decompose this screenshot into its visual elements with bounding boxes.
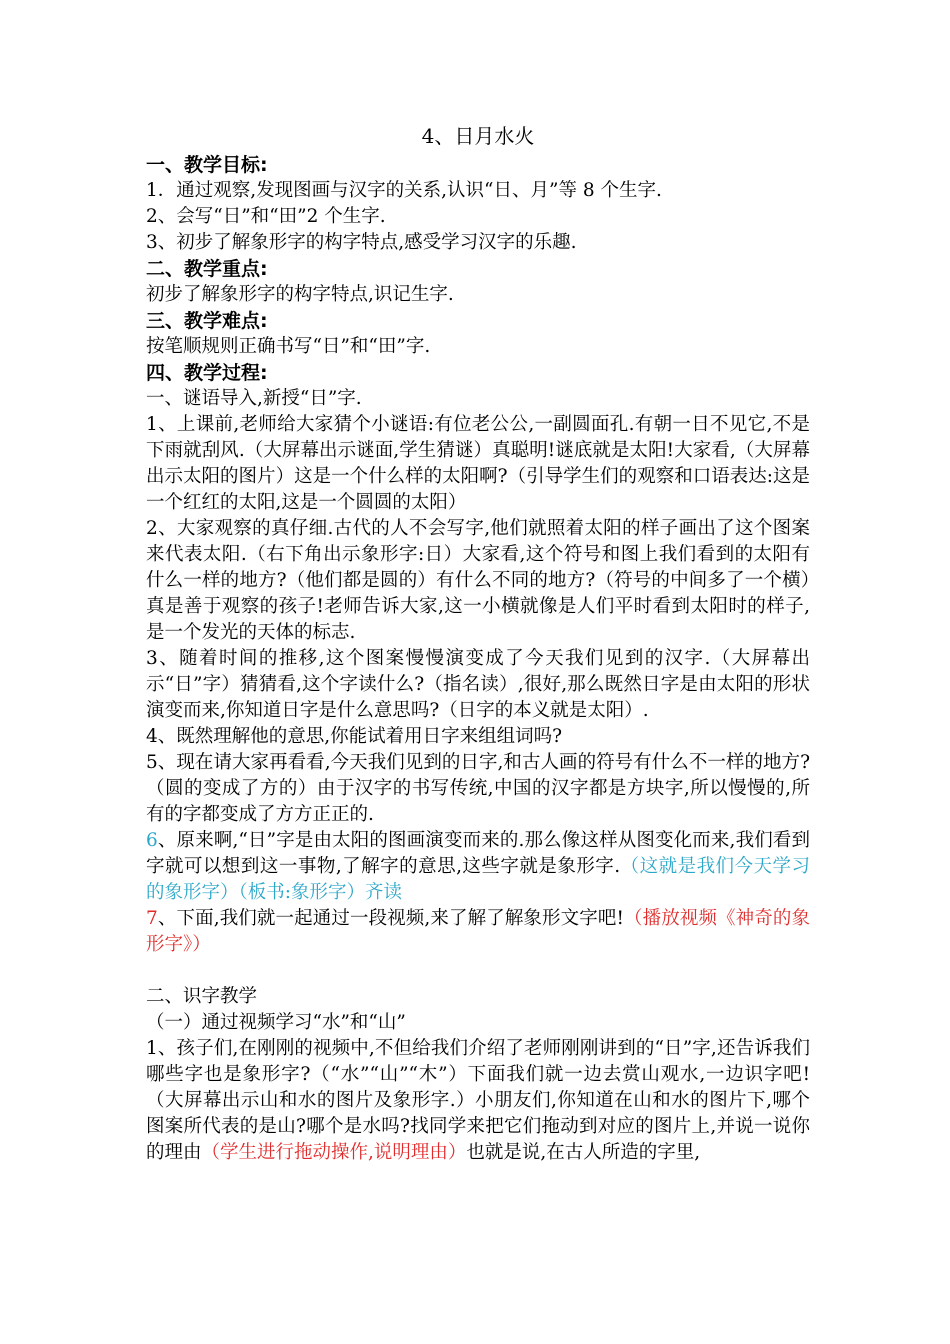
paragraph — [146, 1036, 810, 1166]
section-two-heading: 二、识字教学 — [146, 986, 258, 1007]
document-page — [146, 122, 810, 1166]
teacher-note-red: （播放视频《神奇的象形字》） — [146, 908, 810, 955]
paragraph-text: 1、孩子们,在刚刚的视频中,不但给我们介绍了老师刚刚讲到的“日”字,还告诉我们哪些字也是象形字?（“水”“山”“木”）下面我们就一边去赏山观水,一边识字吧!（大屏幕出示山和水的图片及象形字.）小朋友们,你知道在山和水的图片下,哪个图案所代表的是山?哪个是水吗?找同学来把它们拖动到对应的图片上,并说一说你的理由 — [146, 1038, 810, 1163]
heading-teaching-goals: 一、教学目标: — [146, 154, 268, 176]
difficulties-text: 按笔顺规则正确书写“日”和“田”字. — [146, 336, 431, 357]
goal-item: 1．通过观察,发现图画与汉字的关系,认识“日、月”等 8 个生字. — [146, 180, 662, 201]
key-points-text: 初步了解象形字的构字特点,识记生字. — [146, 284, 454, 305]
subsection-heading: （一）通过视频学习“水”和“山” — [146, 1012, 406, 1033]
paragraph: 1、上课前,老师给大家猜个小谜语:有位老公公,一副圆面孔.有朝一日不见它,不是下雨就刮风.（大屏幕出示谜面,学生猜谜）真聪明!谜底就是太阳!大家看,（大屏幕出示太阳的图片）这是一个什么样的太阳啊?（引导学生们的观察和口语表达:这是一个红红的太阳,这是一个圆圆的太阳） — [146, 414, 810, 513]
heading-key-points: 二、教学重点: — [146, 258, 268, 280]
blank-line — [146, 958, 810, 984]
page-title: 4、日月水火 — [421, 124, 535, 148]
paragraph-number: 6 — [146, 830, 158, 851]
paragraph-text: 、下面,我们就一起通过一段视频,来了解了解象形文字吧! — [157, 908, 624, 929]
paragraph: 3、随着时间的推移,这个图案慢慢演变成了今天我们见到的汉字.（大屏幕出示“日”字）猜猜看,这个字读什么?（指名读）,很好,那么既然日字是由太阳的形状演变而来,你知道日字是什么意思吗?（日字的本义就是太阳）. — [146, 648, 810, 721]
paragraph-number: 7 — [146, 908, 158, 929]
heading-teaching-process: 四、教学过程: — [146, 362, 268, 384]
teacher-note-red: （学生进行拖动操作,说明理由） — [201, 1142, 467, 1163]
goal-item: 3、初步了解象形字的构字特点,感受学习汉字的乐趣. — [146, 232, 577, 253]
teacher-note-blue: （这就是我们今天学习的象形字）（板书:象形字）齐读 — [146, 856, 810, 903]
paragraph-text: 、原来啊,“日”字是由太阳的图画演变而来的.那么像这样从图变化而来,我们看到字就可以想到这一事物,了解字的意思,这些字就是象形字. — [146, 830, 810, 877]
section-one-heading: 一、谜语导入,新授“日”字. — [146, 388, 362, 409]
paragraph: 2、大家观察的真仔细.古代的人不会写字,他们就照着太阳的样子画出了这个图案来代表太阳.（右下角出示象形字:日）大家看,这个符号和图上我们看到的太阳有什么一样的地方?（他们都是圆的）有什么不同的地方?（符号的中间多了一个横）真是善于观察的孩子!老师告诉大家,这一小横就像是人们平时看到太阳时的样子,是一个发光的天体的标志. — [146, 518, 810, 643]
heading-difficulties: 三、教学难点: — [146, 310, 268, 332]
paragraph: 5、现在请大家再看看,今天我们见到的日字,和古人画的符号有什么不一样的地方?（圆的变成了方的）由于汉字的书写传统,中国的汉字都是方块字,所以慢慢的,所有的字都变成了方方正正的. — [146, 752, 810, 825]
paragraph-text: 也就是说,在古人所造的字里, — [466, 1142, 701, 1163]
paragraph-six — [146, 828, 810, 906]
paragraph-seven — [146, 906, 810, 958]
paragraph: 4、既然理解他的意思,你能试着用日字来组组词吗? — [146, 726, 563, 747]
goal-item: 2、会写“日”和“田”2 个生字. — [146, 206, 386, 227]
